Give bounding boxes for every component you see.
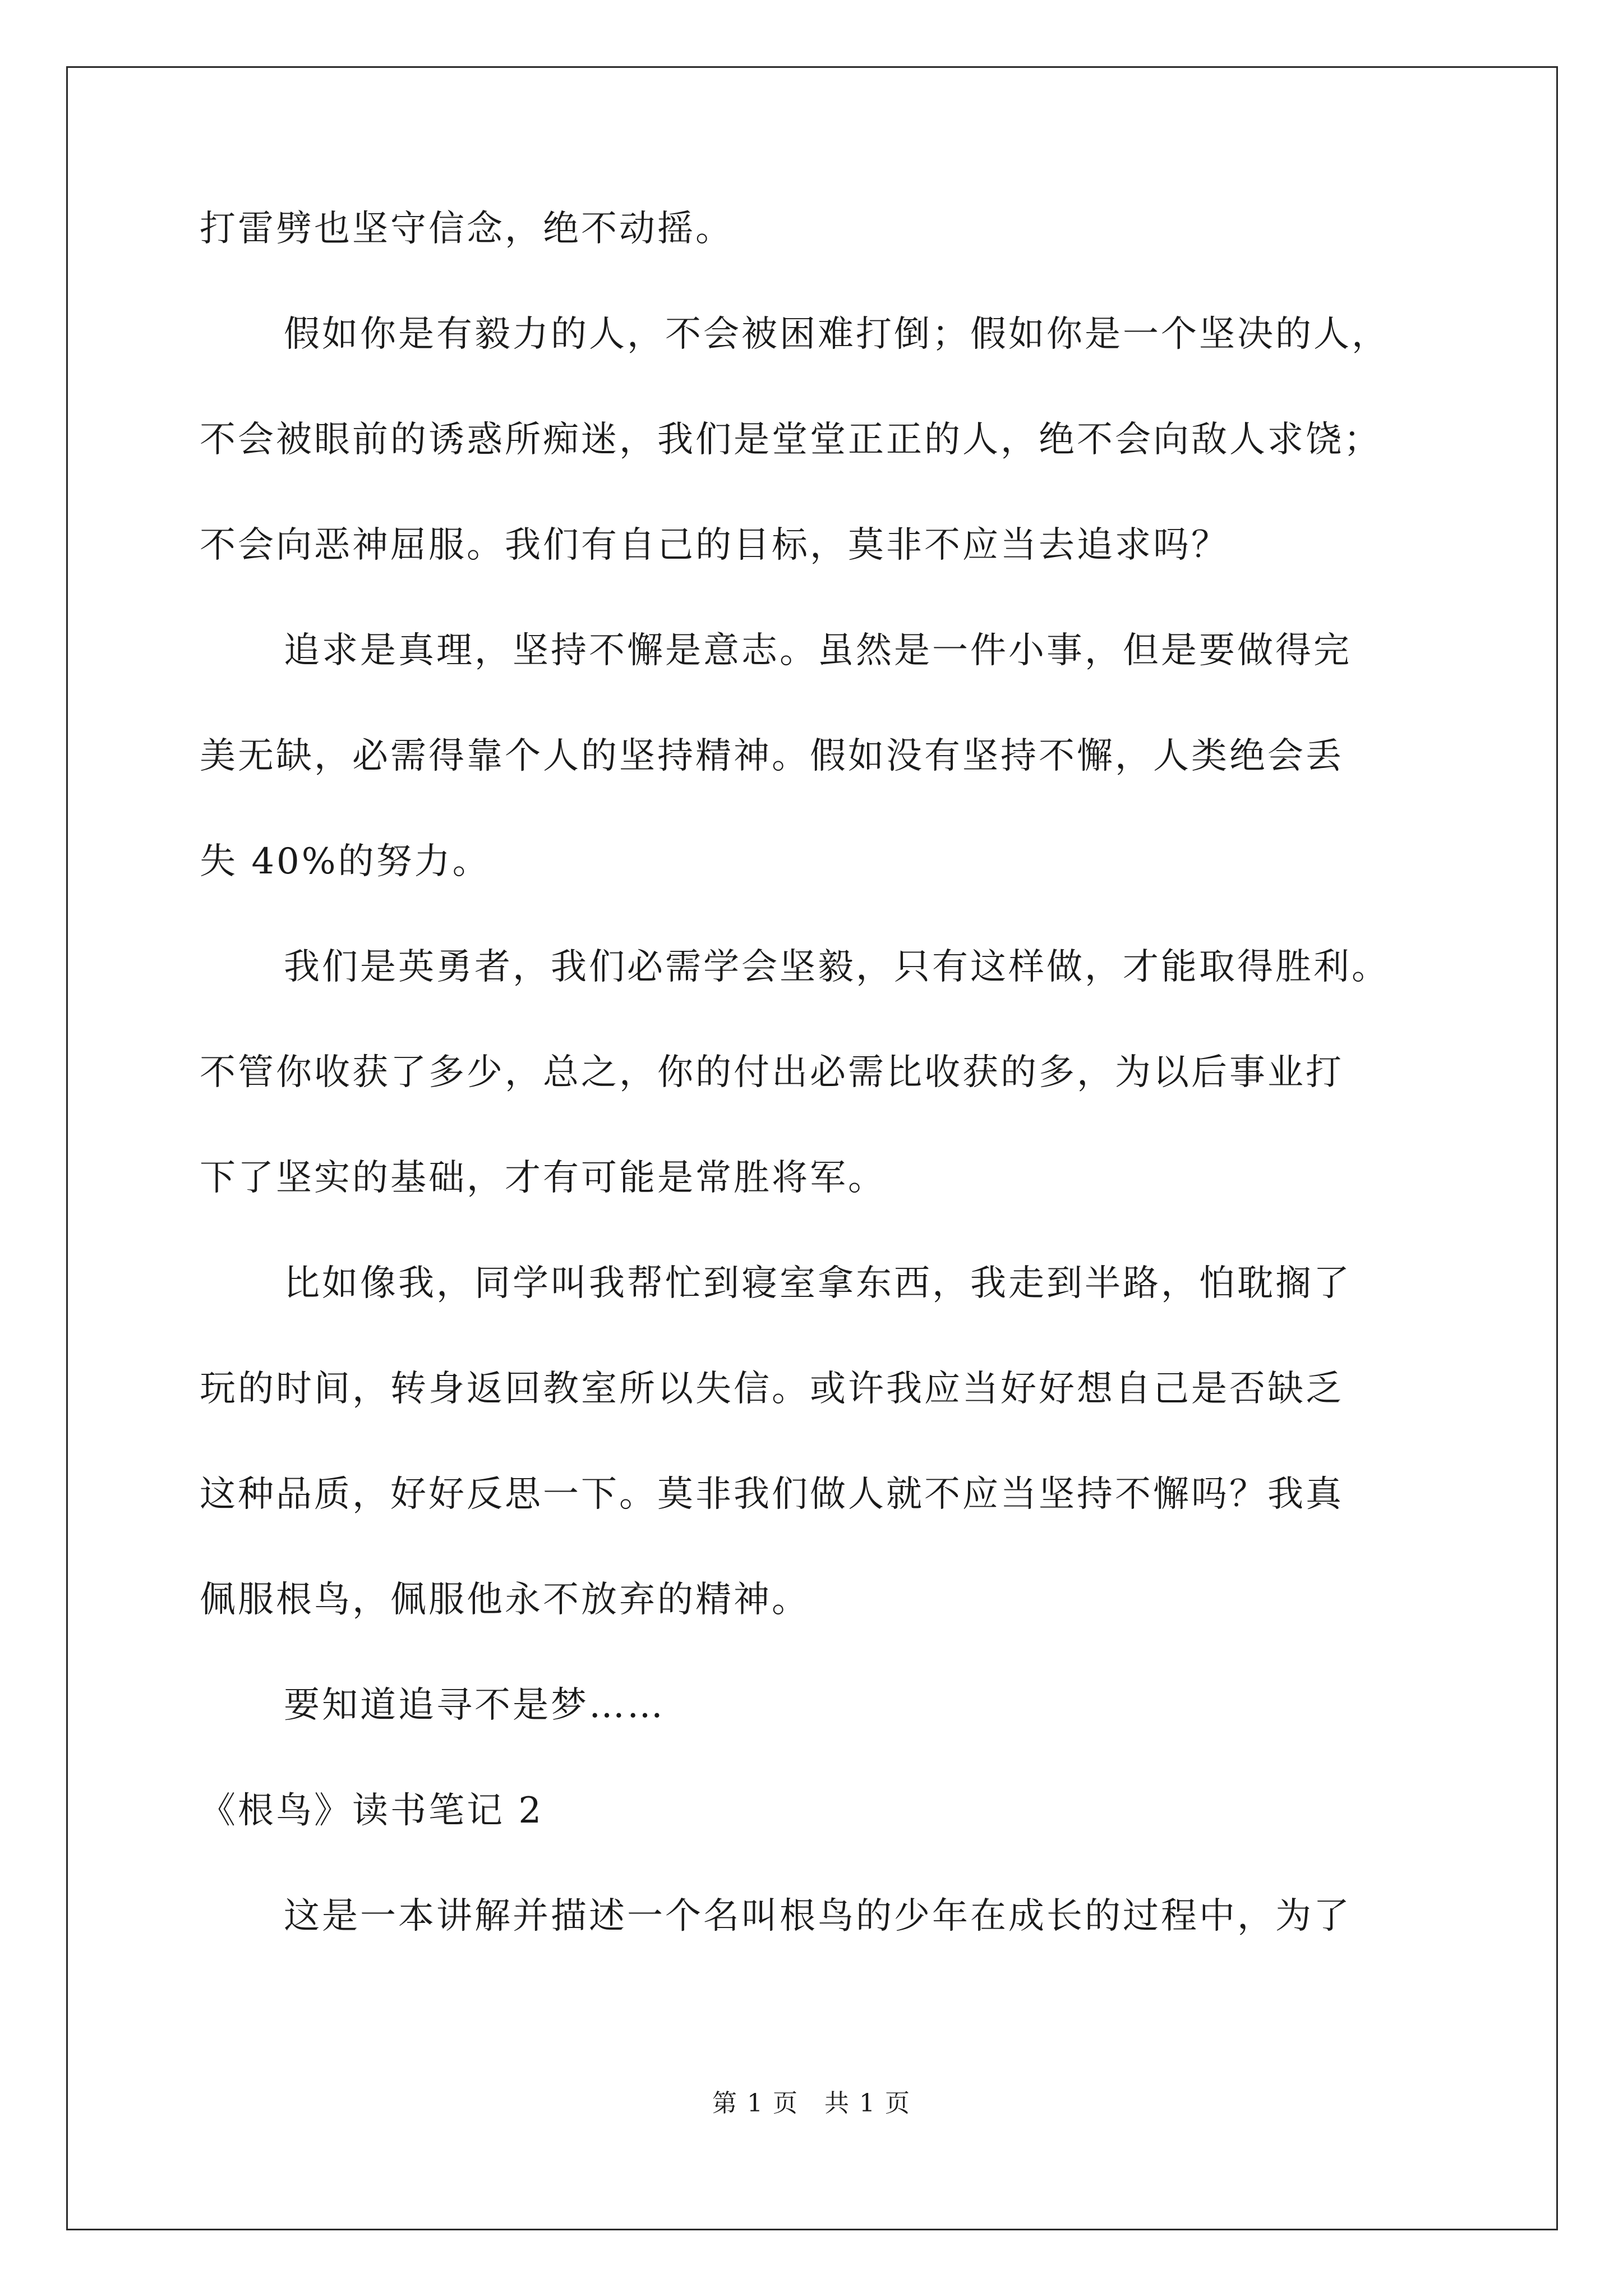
- text-line: 这是一本讲解并描述一个名叫根鸟的少年在成长的过程中，为了: [284, 1895, 1352, 1937]
- section-heading: 《根鸟》读书笔记 2: [200, 1790, 544, 1832]
- text-line: 比如像我，同学叫我帮忙到寝室拿东西，我走到半路，怕耽搁了: [284, 1263, 1352, 1304]
- text-line: 不会向恶神屈服。我们有自己的目标，莫非不应当去追求吗？: [200, 524, 1229, 566]
- text-line: 假如你是有毅力的人，不会被困难打倒；假如你是一个坚决的人，: [284, 314, 1390, 355]
- text-line: 失 40%的努力。: [200, 841, 491, 882]
- text-line: 玩的时间，转身返回教室所以失信。或许我应当好好想自己是否缺乏: [200, 1368, 1344, 1410]
- page-footer: 第 1 页 共 1 页: [712, 2089, 911, 2118]
- text-line: 佩服根鸟，佩服他永不放弃的精神。: [200, 1579, 810, 1621]
- text-line: 我们是英勇者，我们必需学会坚毅，只有这样做，才能取得胜利。: [284, 946, 1390, 988]
- text-line: 这种品质，好好反思一下。莫非我们做人就不应当坚持不懈吗？我真: [200, 1474, 1344, 1515]
- text-line: 下了坚实的基础，才有可能是常胜将军。: [200, 1157, 886, 1199]
- text-line: 打雷劈也坚守信念，绝不动摇。: [200, 208, 734, 250]
- text-line: 不管你收获了多少，总之，你的付出必需比收获的多，为以后事业打: [200, 1052, 1344, 1093]
- text-line: 美无缺，必需得靠个人的坚持精神。假如没有坚持不懈，人类绝会丢: [200, 735, 1344, 777]
- text-line: 要知道追寻不是梦……: [284, 1685, 665, 1726]
- text-line: 追求是真理，坚持不懈是意志。虽然是一件小事，但是要做得完: [284, 630, 1352, 671]
- text-line: 不会被眼前的诱惑所痴迷，我们是堂堂正正的人，绝不会向敌人求饶；: [200, 419, 1382, 461]
